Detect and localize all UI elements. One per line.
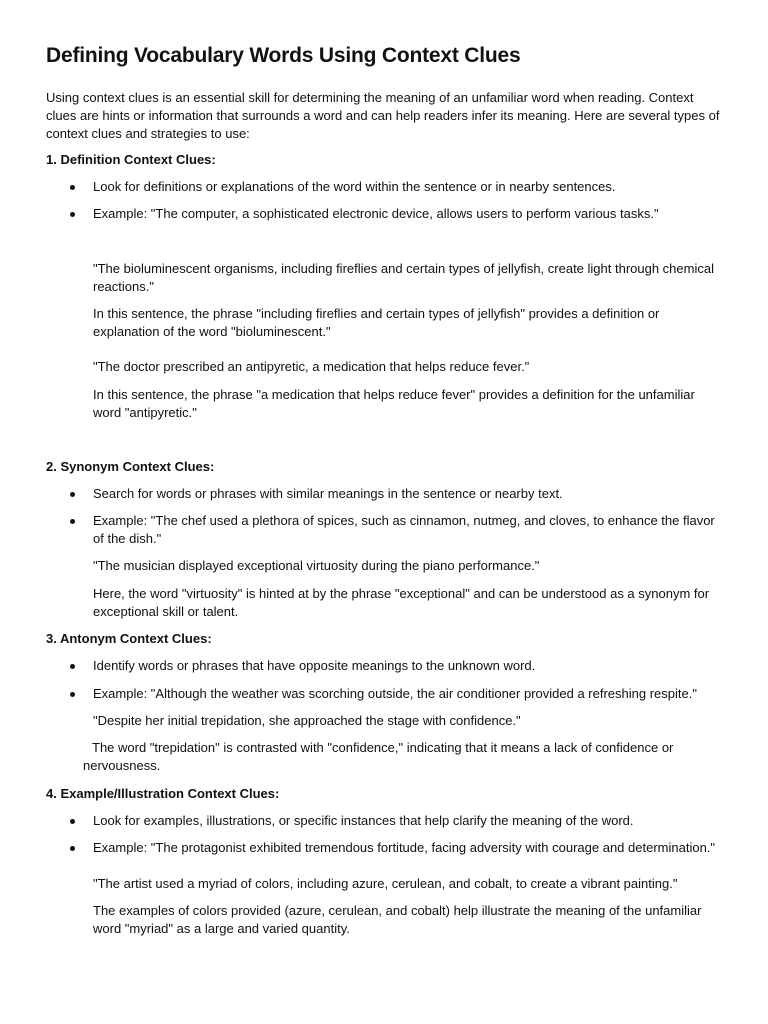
bullet-item: Identify words or phrases that have opposite meanings to the unknown word.: [93, 657, 725, 675]
bullet-item: Look for definitions or explanations of the word within the sentence or in nearby sentences.: [93, 178, 725, 196]
explanation-paragraph: Here, the word "virtuosity" is hinted at by the phrase "exceptional" and can be understood as a synonym for exceptional skill or talent.: [93, 586, 710, 619]
bullet-item: Example: "The chef used a plethora of spices, such as cinnamon, nutmeg, and cloves, to enhance the flavor of the dish.": [93, 512, 725, 548]
example-sentence: "The artist used a myriad of colors, including azure, cerulean, and cobalt, to create a vibrant painting.": [93, 876, 678, 891]
document-title: Defining Vocabulary Words Using Context Clues: [46, 44, 521, 67]
bullet-item: Example: "The computer, a sophisticated electronic device, allows users to perform various tasks.": [93, 205, 725, 223]
bullet-item: Example: "The protagonist exhibited tremendous fortitude, facing adversity with courage and determination.": [93, 839, 725, 857]
example-sentence: "The musician displayed exceptional virtuosity during the piano performance.": [93, 558, 540, 573]
section-heading-definition: 1. Definition Context Clues:: [46, 152, 216, 167]
example-sentence: "Despite her initial trepidation, she approached the stage with confidence.": [93, 713, 521, 728]
section-heading-synonym: 2. Synonym Context Clues:: [46, 459, 215, 474]
section-heading-antonym: 3. Antonym Context Clues:: [46, 631, 212, 646]
explanation-paragraph: In this sentence, the phrase "including fireflies and certain types of jellyfish" provides a definition or explanation of the word "bioluminescent.": [93, 306, 660, 339]
bullet-item: Example: "Although the weather was scorching outside, the air conditioner provided a refreshing respite.": [93, 685, 725, 703]
explanation-paragraph: The word "trepidation" is contrasted with "confidence," indicating that it means a lack of confidence or nervousness.: [83, 740, 674, 773]
section-heading-example: 4. Example/Illustration Context Clues:: [46, 786, 280, 801]
bullet-item: Search for words or phrases with similar meanings in the sentence or nearby text.: [93, 485, 725, 503]
intro-paragraph: Using context clues is an essential skill for determining the meaning of an unfamiliar word when reading. Context clues are hints or information that surrounds a word and can help readers infer its meaning. Here are several types of context clues and strategies to use:: [46, 90, 720, 141]
explanation-paragraph: The examples of colors provided (azure, cerulean, and cobalt) help illustrate the meaning of the unfamiliar word "myriad" as a large and varied quantity.: [93, 903, 702, 936]
example-sentence: "The doctor prescribed an antipyretic, a medication that helps reduce fever.": [93, 359, 530, 374]
example-sentence: "The bioluminescent organisms, including fireflies and certain types of jellyfish, create light through chemical reactions.": [93, 261, 714, 294]
explanation-paragraph: In this sentence, the phrase "a medication that helps reduce fever" provides a definition for the unfamiliar word "antipyretic.": [93, 387, 695, 420]
bullet-item: Look for examples, illustrations, or specific instances that help clarify the meaning of the word.: [93, 812, 725, 830]
